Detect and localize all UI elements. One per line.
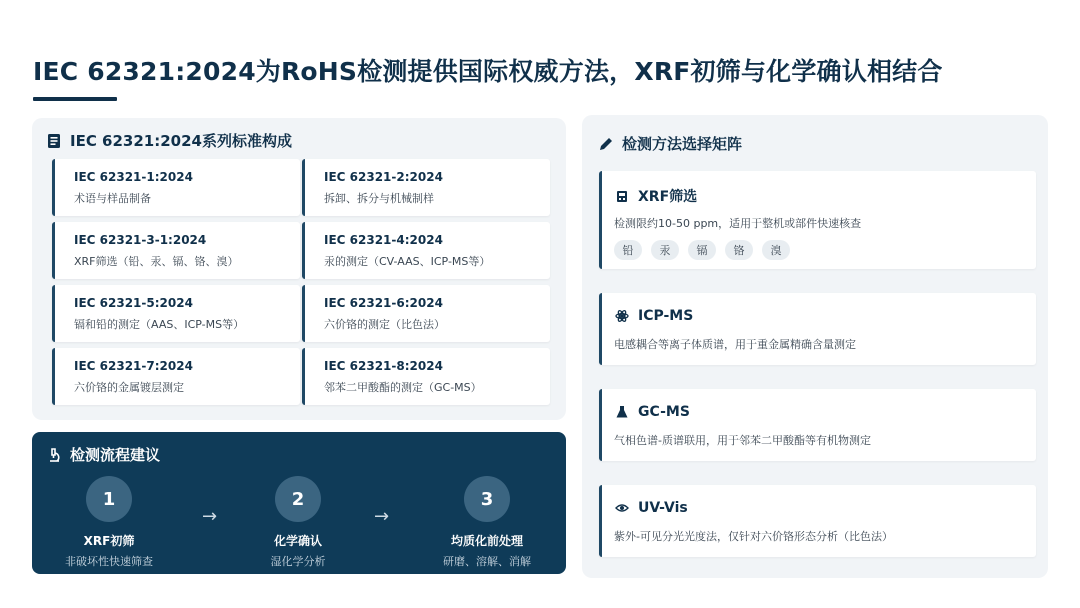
process-step — [34, 476, 184, 569]
step-title: 均质化前处理 — [450, 534, 523, 548]
page-title: IEC 62321:2024为RoHS检测提供国际权威方法，XRF初筛与化学确认相结合 — [33, 57, 943, 86]
standard-desc: XRF筛选（铅、汞、镉、铬、溴） — [74, 255, 239, 268]
standard-desc: 拆卸、拆分与机械制样 — [324, 192, 434, 205]
method-title — [614, 404, 1036, 420]
standard-desc: 术语与样品制备 — [74, 192, 151, 205]
method-desc: 气相色谱-质谱联用，用于邻苯二甲酸酯等有机物测定 — [614, 434, 871, 447]
pencil-icon — [598, 136, 614, 152]
step-subtitle: 湿化学分析 — [270, 555, 326, 568]
method-title — [614, 186, 1036, 206]
process-step — [412, 476, 562, 569]
standards-panel — [32, 118, 566, 420]
step-number: 1 — [86, 476, 132, 522]
standard-card[interactable] — [302, 285, 550, 342]
method-name: XRF筛选 — [638, 189, 698, 205]
standard-card[interactable] — [52, 285, 300, 342]
element-tag: 溴 — [762, 240, 790, 260]
standard-code: IEC 62321-7:2024 — [74, 359, 193, 373]
standard-code: IEC 62321-3-1:2024 — [74, 233, 207, 247]
method-desc: 紫外-可见分光光度法，仅针对六价铬形态分析（比色法） — [614, 530, 893, 543]
step-title: 化学确认 — [273, 534, 322, 548]
standard-code: IEC 62321-1:2024 — [74, 170, 193, 184]
eye-icon — [614, 500, 630, 516]
process-heading-label: 检测流程建议 — [70, 446, 161, 464]
standards-heading-label: IEC 62321:2024系列标准构成 — [70, 132, 292, 150]
standard-card[interactable] — [302, 222, 550, 279]
standard-code: IEC 62321-8:2024 — [324, 359, 443, 373]
standard-card[interactable] — [302, 159, 550, 216]
method-desc: 电感耦合等离子体质谱，用于重金属精确含量测定 — [614, 338, 856, 351]
element-tag: 铅 — [614, 240, 642, 260]
method-name: GC-MS — [638, 404, 690, 420]
standards-heading — [46, 130, 292, 151]
microscope-icon — [46, 447, 62, 463]
process-step — [223, 476, 373, 569]
element-tag: 铬 — [725, 240, 753, 260]
standard-code: IEC 62321-5:2024 — [74, 296, 193, 310]
element-tags — [614, 240, 1036, 260]
arrow-right-icon: → — [202, 506, 218, 527]
methods-heading-label: 检测方法选择矩阵 — [622, 135, 743, 153]
standard-desc: 六价铬的金属镀层测定 — [74, 381, 184, 394]
method-card-icp-ms[interactable] — [599, 293, 1036, 365]
standard-desc: 汞的测定（CV-AAS、ICP-MS等） — [324, 255, 491, 268]
method-title — [614, 500, 1036, 516]
standard-code: IEC 62321-6:2024 — [324, 296, 443, 310]
process-panel — [32, 432, 566, 574]
standard-desc: 镉和铅的测定（AAS、ICP-MS等） — [74, 318, 245, 331]
device-icon — [614, 188, 630, 204]
document-icon — [46, 133, 62, 149]
standard-card[interactable] — [52, 348, 300, 405]
methods-heading — [598, 133, 742, 154]
method-name: UV-Vis — [638, 500, 688, 516]
standard-card[interactable] — [52, 159, 300, 216]
methods-panel — [582, 115, 1048, 578]
method-title — [614, 308, 1036, 324]
standard-desc: 六价铬的测定（比色法） — [324, 318, 445, 331]
method-card-xrf[interactable] — [599, 171, 1036, 269]
step-number: 2 — [275, 476, 321, 522]
atom-icon — [614, 308, 630, 324]
method-card-uv-vis[interactable] — [599, 485, 1036, 557]
method-desc: 检测限约10-50 ppm，适用于整机或部件快速核查 — [614, 217, 862, 230]
standard-card[interactable] — [302, 348, 550, 405]
title-underline — [33, 97, 117, 101]
method-card-gc-ms[interactable] — [599, 389, 1036, 461]
step-number: 3 — [464, 476, 510, 522]
standard-card[interactable] — [52, 222, 300, 279]
standard-code: IEC 62321-4:2024 — [324, 233, 443, 247]
standard-desc: 邻苯二甲酸酯的测定（GC-MS） — [324, 381, 482, 394]
flask-icon — [614, 404, 630, 420]
step-subtitle: 非破坏性快速筛查 — [65, 555, 153, 568]
element-tag: 镉 — [688, 240, 716, 260]
arrow-right-icon: → — [374, 506, 390, 527]
method-name: ICP-MS — [638, 308, 694, 324]
step-title: XRF初筛 — [83, 534, 135, 548]
step-subtitle: 研磨、溶解、消解 — [443, 555, 531, 568]
standard-code: IEC 62321-2:2024 — [324, 170, 443, 184]
element-tag: 汞 — [651, 240, 679, 260]
process-heading — [46, 444, 160, 465]
